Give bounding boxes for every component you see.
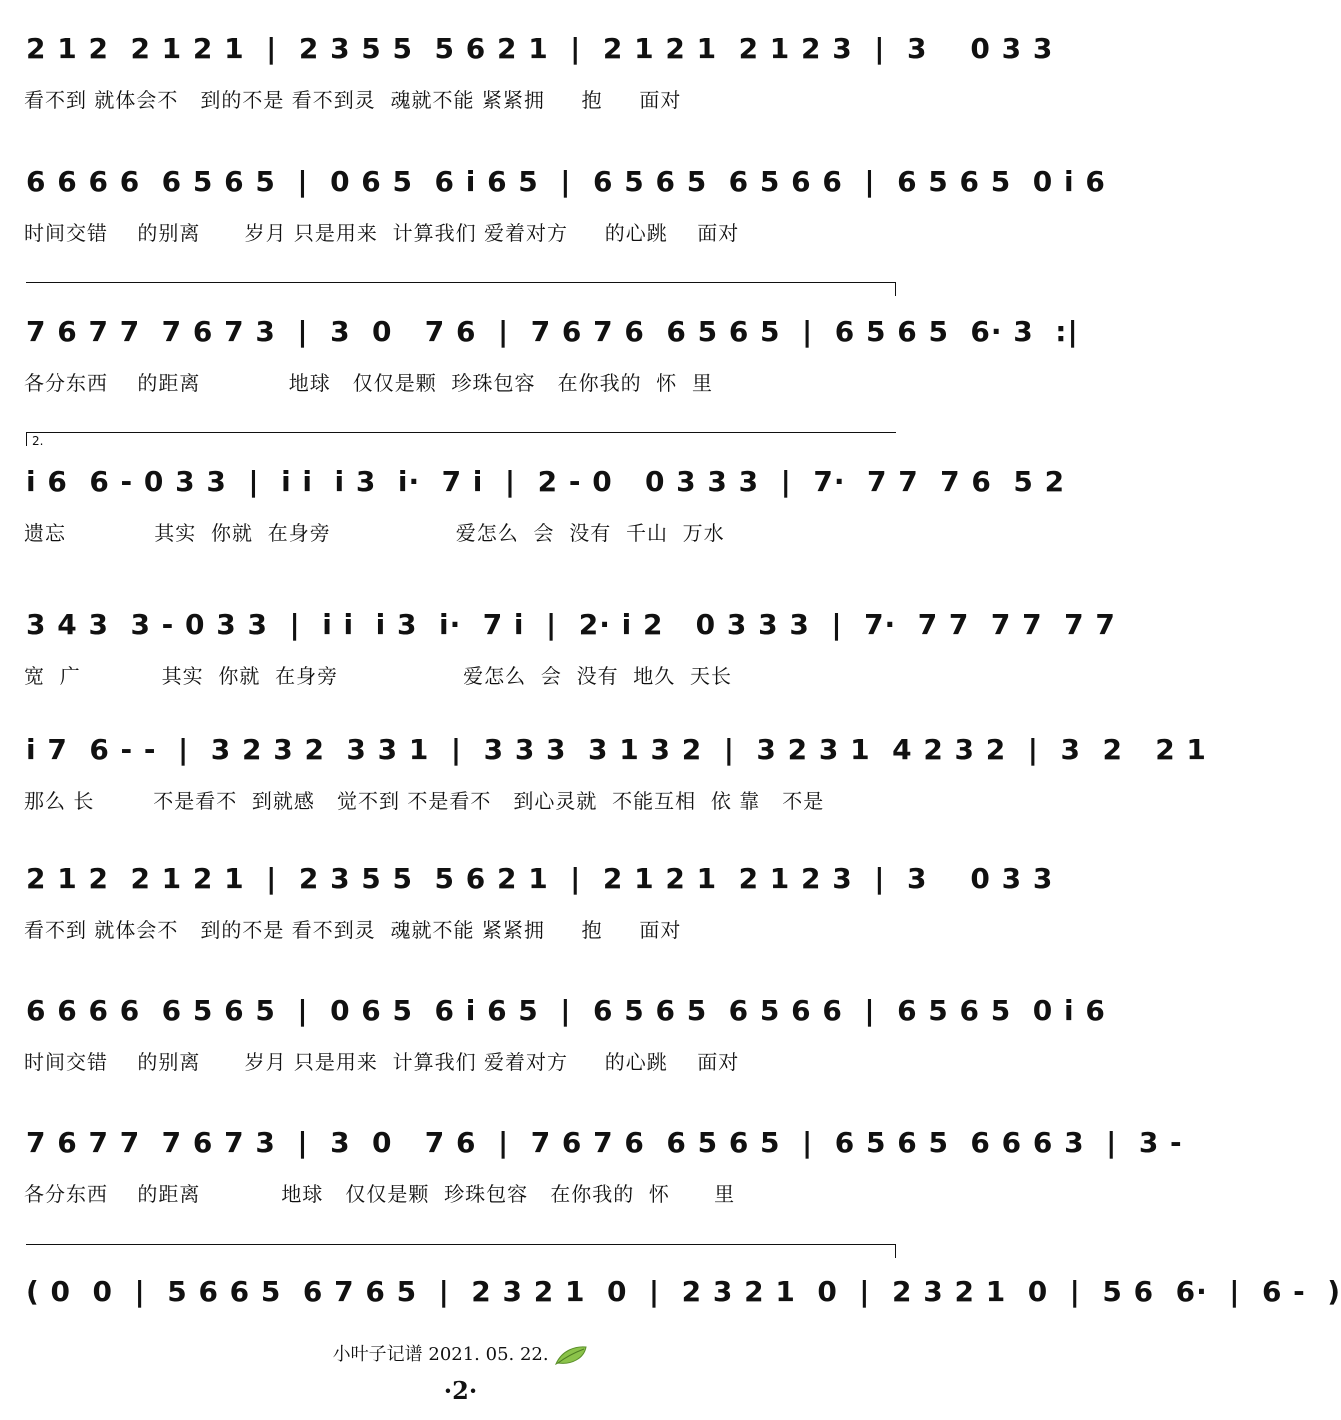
volta-bracket bbox=[26, 432, 896, 433]
lyric-line: 各分东西 的距离 地球 仅仅是颗 珍珠包容 在你我的 怀 里 bbox=[24, 371, 714, 395]
notation-line: 2 1 2 2 1 2 1 | 2 3 5 5 5 6 2 1 | 2 1 2 1 2 1 2 3 | 3 0 3 3 bbox=[26, 862, 1054, 895]
notation-line: 6 6 6 6 6 5 6 5 | 0 6 5 6 i 6 5 | 6 5 6 5 6 5 6 6 | 6 5 6 5 0 i 6 bbox=[26, 994, 1106, 1027]
notation-line: ( 0 0 | 5 6 6 5 6 7 6 5 | 2 3 2 1 0 | 2 3 2 1 0 | 2 3 2 1 0 | 5 6 6· | 6 - ) bbox=[26, 1275, 1341, 1308]
lyric-line: 看不到 就体会不 到的不是 看不到灵 魂就不能 紧紧拥 抱 面对 bbox=[24, 918, 682, 942]
notation-line: i 7 6 - - | 3 2 3 2 3 3 1 | 3 3 3 3 1 3 2 | 3 2 3 1 4 2 3 2 | 3 2 2 1 bbox=[26, 733, 1207, 766]
lyric-line: 看不到 就体会不 到的不是 看不到灵 魂就不能 紧紧拥 抱 面对 bbox=[24, 88, 682, 112]
lyric-line: 时间交错 的别离 岁月 只是用来 计算我们 爱着对方 的心跳 面对 bbox=[24, 1050, 740, 1074]
repeat-bracket bbox=[26, 282, 896, 283]
coda-bracket bbox=[26, 1244, 896, 1245]
transcriber-credit bbox=[0, 1340, 921, 1366]
notation-line: 3 4 3 3 - 0 3 3 | i i i 3 i· 7 i | 2· i 2 0 3 3 3 | 7· 7 7 7 7 7 7 bbox=[26, 608, 1116, 641]
notation-line: 7 6 7 7 7 6 7 3 | 3 0 7 6 | 7 6 7 6 6 5 6 5 | 6 5 6 5 6 6 6 3 | 3 - bbox=[26, 1126, 1183, 1159]
lyric-line: 各分东西 的距离 地球 仅仅是颗 珍珠包容 在你我的 怀 里 bbox=[24, 1182, 736, 1206]
lyric-line: 宽 广 其实 你就 在身旁 爱怎么 会 没有 地久 天长 bbox=[24, 664, 733, 688]
notation-line: 6 6 6 6 6 5 6 5 | 0 6 5 6 i 6 5 | 6 5 6 5 6 5 6 6 | 6 5 6 5 0 i 6 bbox=[26, 165, 1106, 198]
notation-line: 2 1 2 2 1 2 1 | 2 3 5 5 5 6 2 1 | 2 1 2 1 2 1 2 3 | 3 0 3 3 bbox=[26, 32, 1054, 65]
notation-line: i 6 6 - 0 3 3 | i i i 3 i· 7 i | 2 - 0 0 3 3 3 | 7· 7 7 7 6 5 2 bbox=[26, 465, 1066, 498]
lyric-line: 时间交错 的别离 岁月 只是用来 计算我们 爱着对方 的心跳 面对 bbox=[24, 221, 740, 245]
notation-line: 7 6 7 7 7 6 7 3 | 3 0 7 6 | 7 6 7 6 6 5 6 5 | 6 5 6 5 6· 3 :| bbox=[26, 315, 1079, 348]
lyric-line: 遗忘 其实 你就 在身旁 爱怎么 会 没有 千山 万水 bbox=[24, 521, 725, 545]
volta-bracket-start bbox=[26, 432, 27, 446]
page-number: ·2· bbox=[443, 1376, 478, 1405]
lyric-line: 那么 长 不是看不 到就感 觉不到 不是看不 到心灵就 不能互相 依 靠 不是 bbox=[24, 789, 825, 813]
volta-label: 2. bbox=[32, 434, 44, 448]
credit-text: 小叶子记谱 2021. 05. 22. bbox=[332, 1344, 549, 1365]
leaf-icon bbox=[554, 1344, 588, 1366]
repeat-bracket-end bbox=[895, 282, 896, 296]
coda-bracket-end bbox=[895, 1244, 896, 1258]
